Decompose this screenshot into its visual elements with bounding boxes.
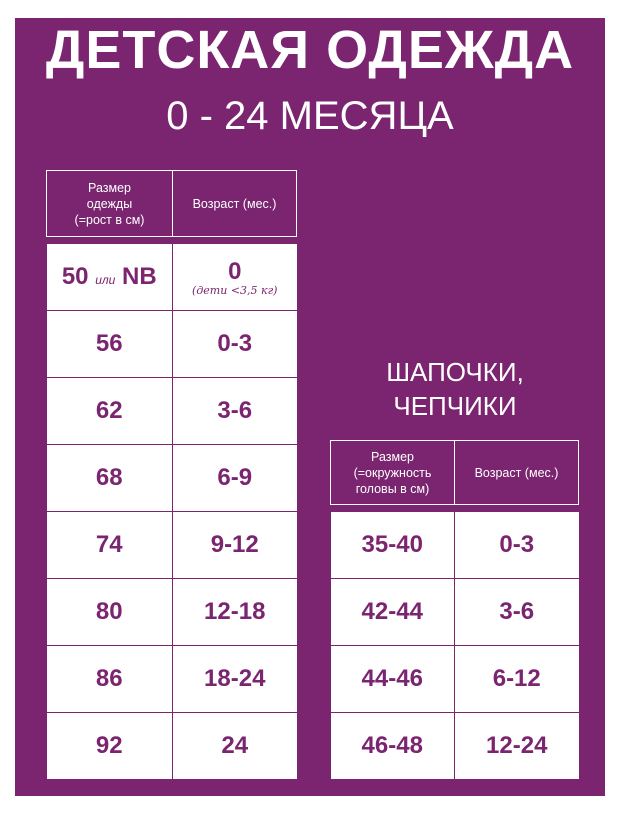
table-row bbox=[47, 512, 297, 579]
size-cell: 42-44 bbox=[331, 579, 455, 646]
table-row bbox=[47, 244, 297, 311]
age-cell: 0-3 bbox=[173, 311, 297, 378]
header-line: Размер bbox=[371, 449, 414, 464]
header-line: (=рост в см) bbox=[74, 212, 145, 227]
size-cell: 46-48 bbox=[331, 713, 455, 780]
header-line: (=окружность bbox=[353, 465, 432, 480]
age-cell: 12-18 bbox=[173, 579, 297, 646]
size-alt-value: NB bbox=[122, 263, 157, 290]
header-line: одежды bbox=[86, 196, 133, 211]
clothes-size-table bbox=[46, 170, 297, 779]
age-cell: 3-6 bbox=[173, 378, 297, 445]
table-row bbox=[47, 646, 297, 713]
table-row bbox=[47, 579, 297, 646]
table-header-row bbox=[47, 171, 297, 237]
age-cell: 3-6 bbox=[455, 579, 579, 646]
clothes-size-header bbox=[47, 171, 173, 237]
page-subtitle: 0 - 24 МЕСЯЦА bbox=[166, 94, 454, 138]
page-title: ДЕТСКАЯ ОДЕЖДА bbox=[45, 20, 575, 80]
table-row bbox=[331, 646, 579, 713]
hats-title-line: ЧЕПЧИКИ bbox=[393, 391, 517, 421]
table-row bbox=[47, 713, 297, 780]
size-cell: 86 bbox=[47, 646, 173, 713]
age-cell: 6-9 bbox=[173, 445, 297, 512]
age-cell: 0-3 bbox=[455, 512, 579, 579]
size-cell bbox=[47, 244, 173, 311]
size-cell: 62 bbox=[47, 378, 173, 445]
hats-size-table bbox=[330, 440, 579, 779]
hats-size-header bbox=[331, 441, 455, 505]
table-header-row bbox=[331, 441, 579, 505]
header-line: Размер bbox=[88, 180, 131, 195]
size-cell: 92 bbox=[47, 713, 173, 780]
table-row bbox=[47, 311, 297, 378]
age-cell: 18-24 bbox=[173, 646, 297, 713]
age-cell: 24 bbox=[173, 713, 297, 780]
size-value: 50 bbox=[61, 263, 89, 290]
size-connector: или bbox=[95, 273, 116, 287]
size-cell: 74 bbox=[47, 512, 173, 579]
size-cell: 56 bbox=[47, 311, 173, 378]
size-cell: 35-40 bbox=[331, 512, 455, 579]
hats-section-title bbox=[330, 355, 580, 423]
age-cell: 9-12 bbox=[173, 512, 297, 579]
size-cell: 44-46 bbox=[331, 646, 455, 713]
clothes-age-header: Возраст (мес.) bbox=[173, 171, 297, 237]
age-cell bbox=[173, 244, 297, 311]
size-cell: 68 bbox=[47, 445, 173, 512]
age-note: (дети <3,5 кг) bbox=[192, 283, 278, 297]
table-row bbox=[331, 579, 579, 646]
table-row bbox=[47, 378, 297, 445]
age-cell: 6-12 bbox=[455, 646, 579, 713]
table-row bbox=[331, 512, 579, 579]
hats-age-header: Возраст (мес.) bbox=[455, 441, 579, 505]
age-value: 0 bbox=[228, 257, 242, 285]
table-row bbox=[47, 445, 297, 512]
table-row bbox=[331, 713, 579, 780]
header-line: головы в см) bbox=[355, 481, 430, 496]
size-cell: 80 bbox=[47, 579, 173, 646]
age-cell: 12-24 bbox=[455, 713, 579, 780]
hats-title-line: ШАПОЧКИ, bbox=[386, 357, 524, 387]
